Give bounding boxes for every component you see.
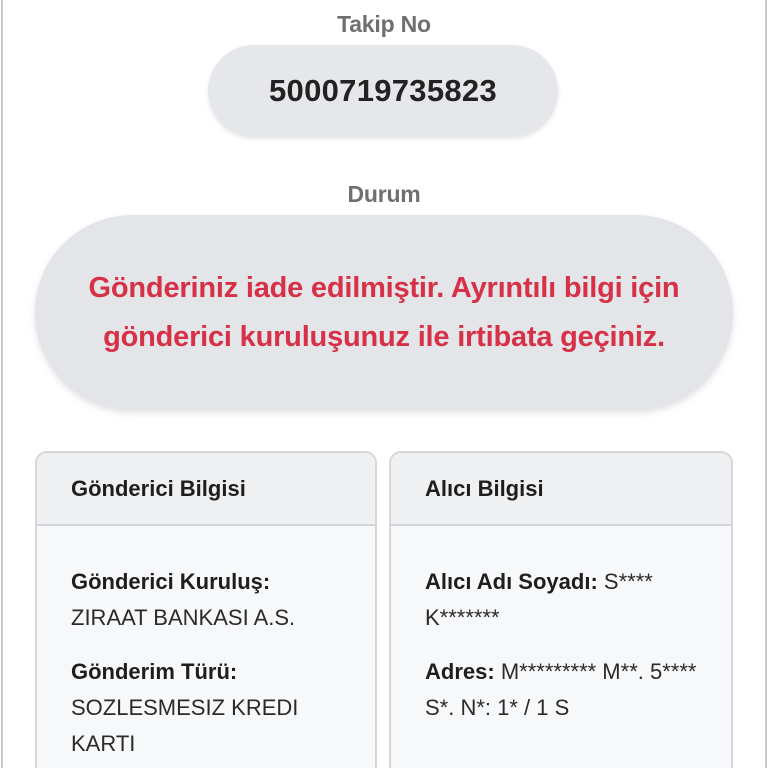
shipment-type-label: Gönderim Türü: [71,659,238,684]
status-label: Durum [347,181,421,207]
sender-card-title: Gönderici Bilgisi [37,453,375,526]
receiver-address-field [425,654,711,726]
status-badge [35,215,733,410]
receiver-name-value: S**** K******* [425,569,653,630]
status-message: Gönderiniz iade edilmiştir. Ayrıntılı bilgi için gönderici kuruluşunuz ile irtibata geçiniz. [88,271,680,353]
receiver-address-label: Adres: [425,659,495,684]
receiver-card-body [391,526,731,726]
tracking-number-badge [208,45,558,137]
sender-card-body [37,526,375,762]
tracking-number-value: 5000719735823 [268,73,498,108]
receiver-card-title: Alıcı Bilgisi [391,453,731,526]
page-border-left [1,0,3,768]
shipment-type-value: SOZLESMESIZ KREDI KARTI [71,695,299,756]
sender-organization-field [71,564,355,636]
shipment-type-field [71,654,355,762]
sender-organization-value: ZIRAAT BANKASI A.S. [71,605,296,630]
receiver-name-field [425,564,711,636]
sender-organization-label: Gönderici Kuruluş: [71,569,271,594]
receiver-address-value: M********* M**. 5**** S*. N*: 1* / 1 S [425,659,697,720]
tracking-number-label: Takip No [337,11,431,37]
page-border-right [765,0,767,768]
sender-info-card [35,451,377,768]
receiver-info-card [389,451,733,768]
receiver-name-label: Alıcı Adı Soyadı: [425,569,598,594]
